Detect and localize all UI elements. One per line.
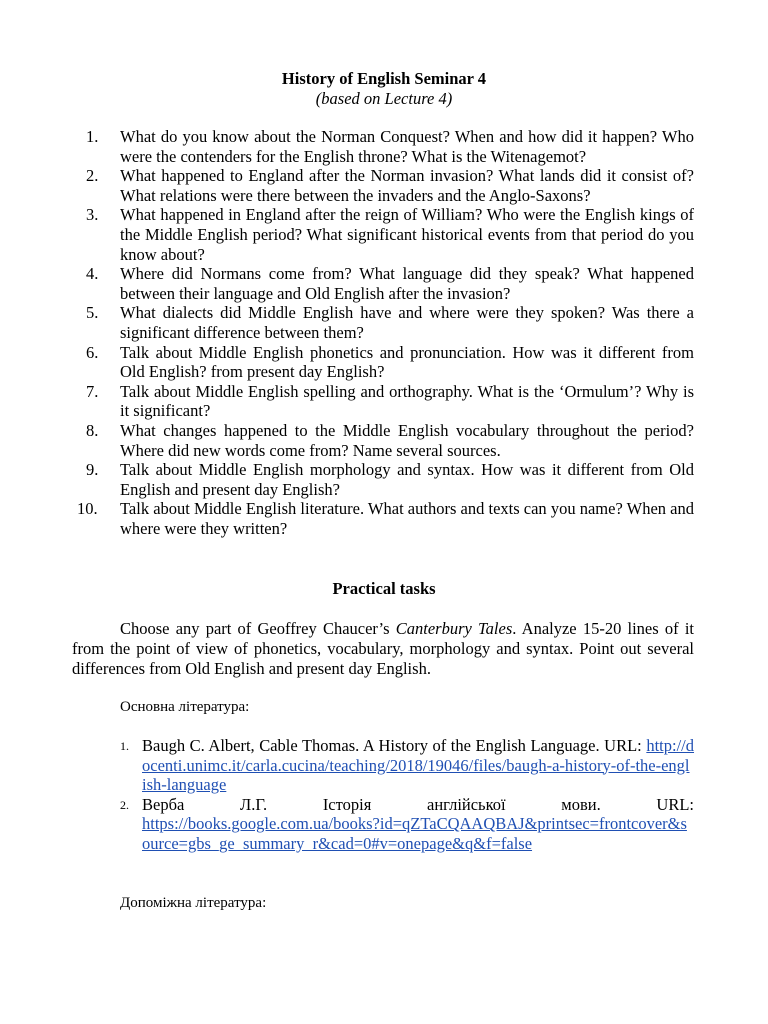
task-text-before: Choose any part of Geoffrey Chaucer’s: [120, 619, 396, 638]
question-text: Talk about Middle English literature. What authors and texts can you name? When and where were they written?: [120, 499, 694, 538]
reference-word: мови.: [561, 794, 601, 814]
practical-task-paragraph: [72, 619, 694, 679]
question-item: [0, 460, 694, 499]
question-text: What happened in England after the reign of William? Who were the English kings of the Middle English period? What significant historical events from that period do you know about?: [120, 205, 694, 264]
task-work-title: Canterbury Tales: [395, 619, 513, 638]
reference-word: Л.Г.: [240, 794, 268, 814]
question-text: What do you know about the Norman Conquest? When and how did it happen? Who were the contenders for the English throne? What is the Witenagemot?: [120, 127, 694, 166]
question-text: Talk about Middle English morphology and syntax. How was it different from Old English and present day English?: [120, 460, 694, 499]
question-number: 2.: [86, 166, 99, 186]
reference-number: 2.: [120, 797, 129, 812]
question-number: 8.: [86, 420, 99, 440]
reference-link[interactable]: https://books.google.com.ua/books?id=qZTaCQAAQBAJ&printsec=frontcover&source=gbs_ge_summary_r&cad=0#v=onepage&q&f=false: [142, 814, 687, 853]
reference-text: Baugh C. Albert, Cable Thomas. A History of the English Language. URL:: [142, 736, 642, 755]
question-text: Where did Normans come from? What language did they speak? What happened between their language and Old English after the invasion?: [120, 264, 694, 303]
auxiliary-literature-heading: Допоміжна література:: [120, 895, 267, 911]
document-subtitle: (based on Lecture 4): [315, 89, 453, 108]
reference-item: [0, 736, 694, 795]
question-text: Talk about Middle English phonetics and pronunciation. How was it different from Old English? from present day English?: [120, 342, 694, 382]
question-number: 1.: [86, 127, 99, 146]
question-item: [0, 421, 694, 460]
question-item: [0, 166, 694, 205]
question-number: 6.: [86, 342, 99, 362]
question-item: [0, 127, 694, 166]
seminar-questions-list: [0, 127, 768, 538]
question-number: 4.: [86, 264, 99, 284]
references-list: [0, 736, 768, 854]
question-number: 10.: [77, 499, 98, 519]
question-item: [0, 343, 694, 382]
reference-item: [0, 795, 694, 854]
document-title: History of English Seminar 4: [281, 69, 487, 88]
reference-word: Історія: [322, 794, 372, 814]
reference-word: URL:: [656, 794, 694, 814]
question-number: 3.: [86, 205, 99, 225]
reference-word: Верба: [142, 794, 185, 814]
reference-word: англійської: [427, 794, 506, 814]
question-number: 9.: [86, 460, 99, 480]
question-item: [0, 499, 694, 538]
question-number: 5.: [86, 303, 99, 323]
question-text: Talk about Middle English spelling and orthography. What is the ‘Ormulum’? Why is it significant?: [120, 381, 694, 421]
main-literature-heading: Основна література:: [120, 699, 250, 715]
question-text: What dialects did Middle English have and where were they spoken? Was there a significant difference between them?: [120, 303, 694, 342]
question-text: What happened to England after the Norman invasion? What lands did it consist of? What relations were there between the invaders and the Anglo-Saxons?: [120, 166, 694, 205]
reference-text: [142, 795, 694, 815]
question-number: 7.: [86, 381, 99, 401]
reference-number: 1.: [120, 739, 129, 753]
question-item: [0, 205, 694, 264]
task-text-after: . Analyze 15-20 lines of it from the point of view of phonetics, vocabulary, morphology and syntax. Point out several differences from Old English and present day English.: [72, 619, 694, 678]
question-item: [0, 382, 694, 421]
question-item: [0, 303, 694, 342]
question-text: What changes happened to the Middle English vocabulary throughout the period? Where did new words come from? Name several sources.: [120, 420, 694, 460]
reference-link[interactable]: http://docenti.unimc.it/carla.cucina/teaching/2018/19046/files/baugh-a-history-of-the-english-language: [142, 736, 695, 795]
practical-tasks-heading: Practical tasks: [332, 579, 436, 598]
question-item: [0, 264, 694, 303]
